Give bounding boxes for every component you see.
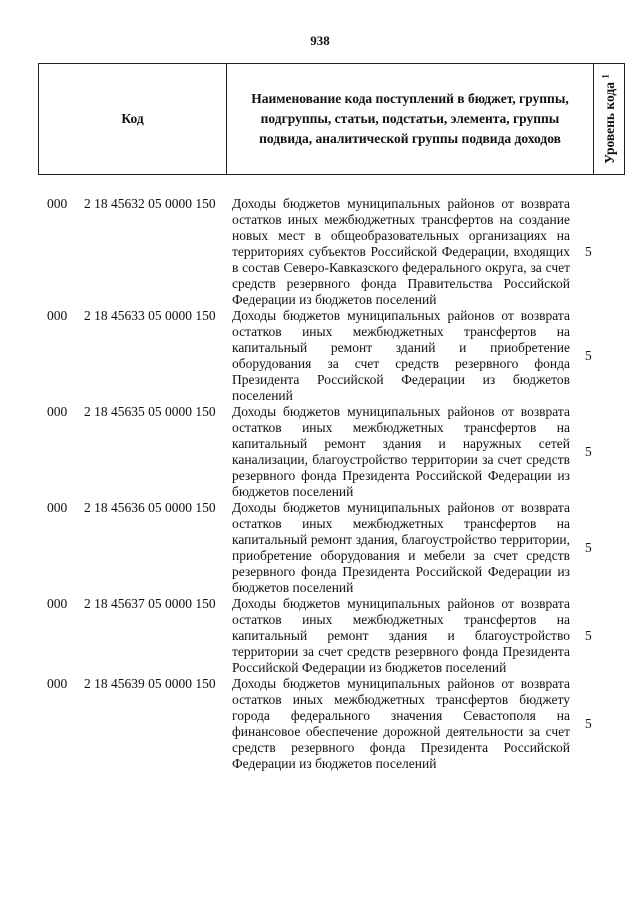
row-code: 2 18 45632 05 0000 150 bbox=[84, 196, 216, 211]
page-number: 938 bbox=[310, 33, 330, 48]
row-name: Доходы бюджетов муниципальных районов от возврата остатков иных межбюджетных трансфертов на капитальный ремонт зданий и приобретение оборудования за счет средств резервного фонда Президента Российской Федерации из бюджетов поселений bbox=[232, 308, 570, 403]
row-admin-code: 000 bbox=[47, 196, 68, 211]
row-code: 2 18 45636 05 0000 150 bbox=[84, 500, 216, 515]
row-level: 5 bbox=[585, 348, 592, 363]
row-code: 2 18 45639 05 0000 150 bbox=[84, 676, 216, 691]
header-name: Наименование кода поступлений в бюджет, группы, подгруппы, статьи, подстатьи, элемента, группы подвида, аналитической группы подвида доходов bbox=[227, 64, 594, 175]
header-code: Код bbox=[39, 64, 227, 175]
row-admin-code: 000 bbox=[47, 404, 68, 419]
table-body bbox=[0, 196, 640, 772]
row-level: 5 bbox=[585, 540, 592, 555]
row-name: Доходы бюджетов муниципальных районов от возврата остатков иных межбюджетных трансфертов бюджету города федерального значения Севастополя на финансовое обеспечение дорожной деятельности за счет средств резервного фонда Президента Российской Федерации из бюджетов поселений bbox=[232, 676, 570, 771]
row-level: 5 bbox=[585, 244, 592, 259]
row-admin-code: 000 bbox=[47, 596, 68, 611]
row-admin-code: 000 bbox=[47, 308, 68, 323]
header-level-footnote: 1 bbox=[600, 74, 611, 79]
table-row bbox=[0, 676, 640, 772]
row-name: Доходы бюджетов муниципальных районов от возврата остатков иных межбюджетных трансфертов на капитальный ремонт здания и благоустройство территории за счет средств резервного фонда Президента Российской Федерации из бюджетов поселений bbox=[232, 596, 570, 675]
row-name: Доходы бюджетов муниципальных районов от возврата остатков иных межбюджетных трансфертов на создание новых мест в общеобразовательных организациях на территориях субъектов Российской Федерации, входящих в состав Северо-Кавказского федерального округа, за счет средств резервного фонда Правительства Российской Федерации из бюджетов поселений bbox=[232, 196, 570, 307]
header-level-cell bbox=[594, 64, 625, 175]
row-admin-code: 000 bbox=[47, 500, 68, 515]
row-name: Доходы бюджетов муниципальных районов от возврата остатков иных межбюджетных трансфертов на капитальный ремонт здания и наружных сетей канализации, благоустройство территории за счет средств резервного фонда Президента Российской Федерации из бюджетов поселений bbox=[232, 404, 570, 499]
row-level: 5 bbox=[585, 444, 592, 459]
row-admin-code: 000 bbox=[47, 676, 68, 691]
header-level bbox=[600, 74, 618, 164]
table-row bbox=[0, 196, 640, 308]
table-row bbox=[0, 596, 640, 676]
row-code: 2 18 45637 05 0000 150 bbox=[84, 596, 216, 611]
row-level: 5 bbox=[585, 716, 592, 731]
header-level-label: Уровень кода bbox=[601, 82, 617, 164]
table-header bbox=[38, 63, 625, 175]
row-code: 2 18 45633 05 0000 150 bbox=[84, 308, 216, 323]
row-name: Доходы бюджетов муниципальных районов от возврата остатков иных межбюджетных трансфертов на капитальный ремонт здания, благоустройство территории, приобретение оборудования и мебели за счет средств резервного фонда Президента Российской Федерации из бюджетов поселений bbox=[232, 500, 570, 595]
table-row bbox=[0, 404, 640, 500]
table-row bbox=[0, 500, 640, 596]
row-level: 5 bbox=[585, 628, 592, 643]
row-code: 2 18 45635 05 0000 150 bbox=[84, 404, 216, 419]
table-row bbox=[0, 308, 640, 404]
